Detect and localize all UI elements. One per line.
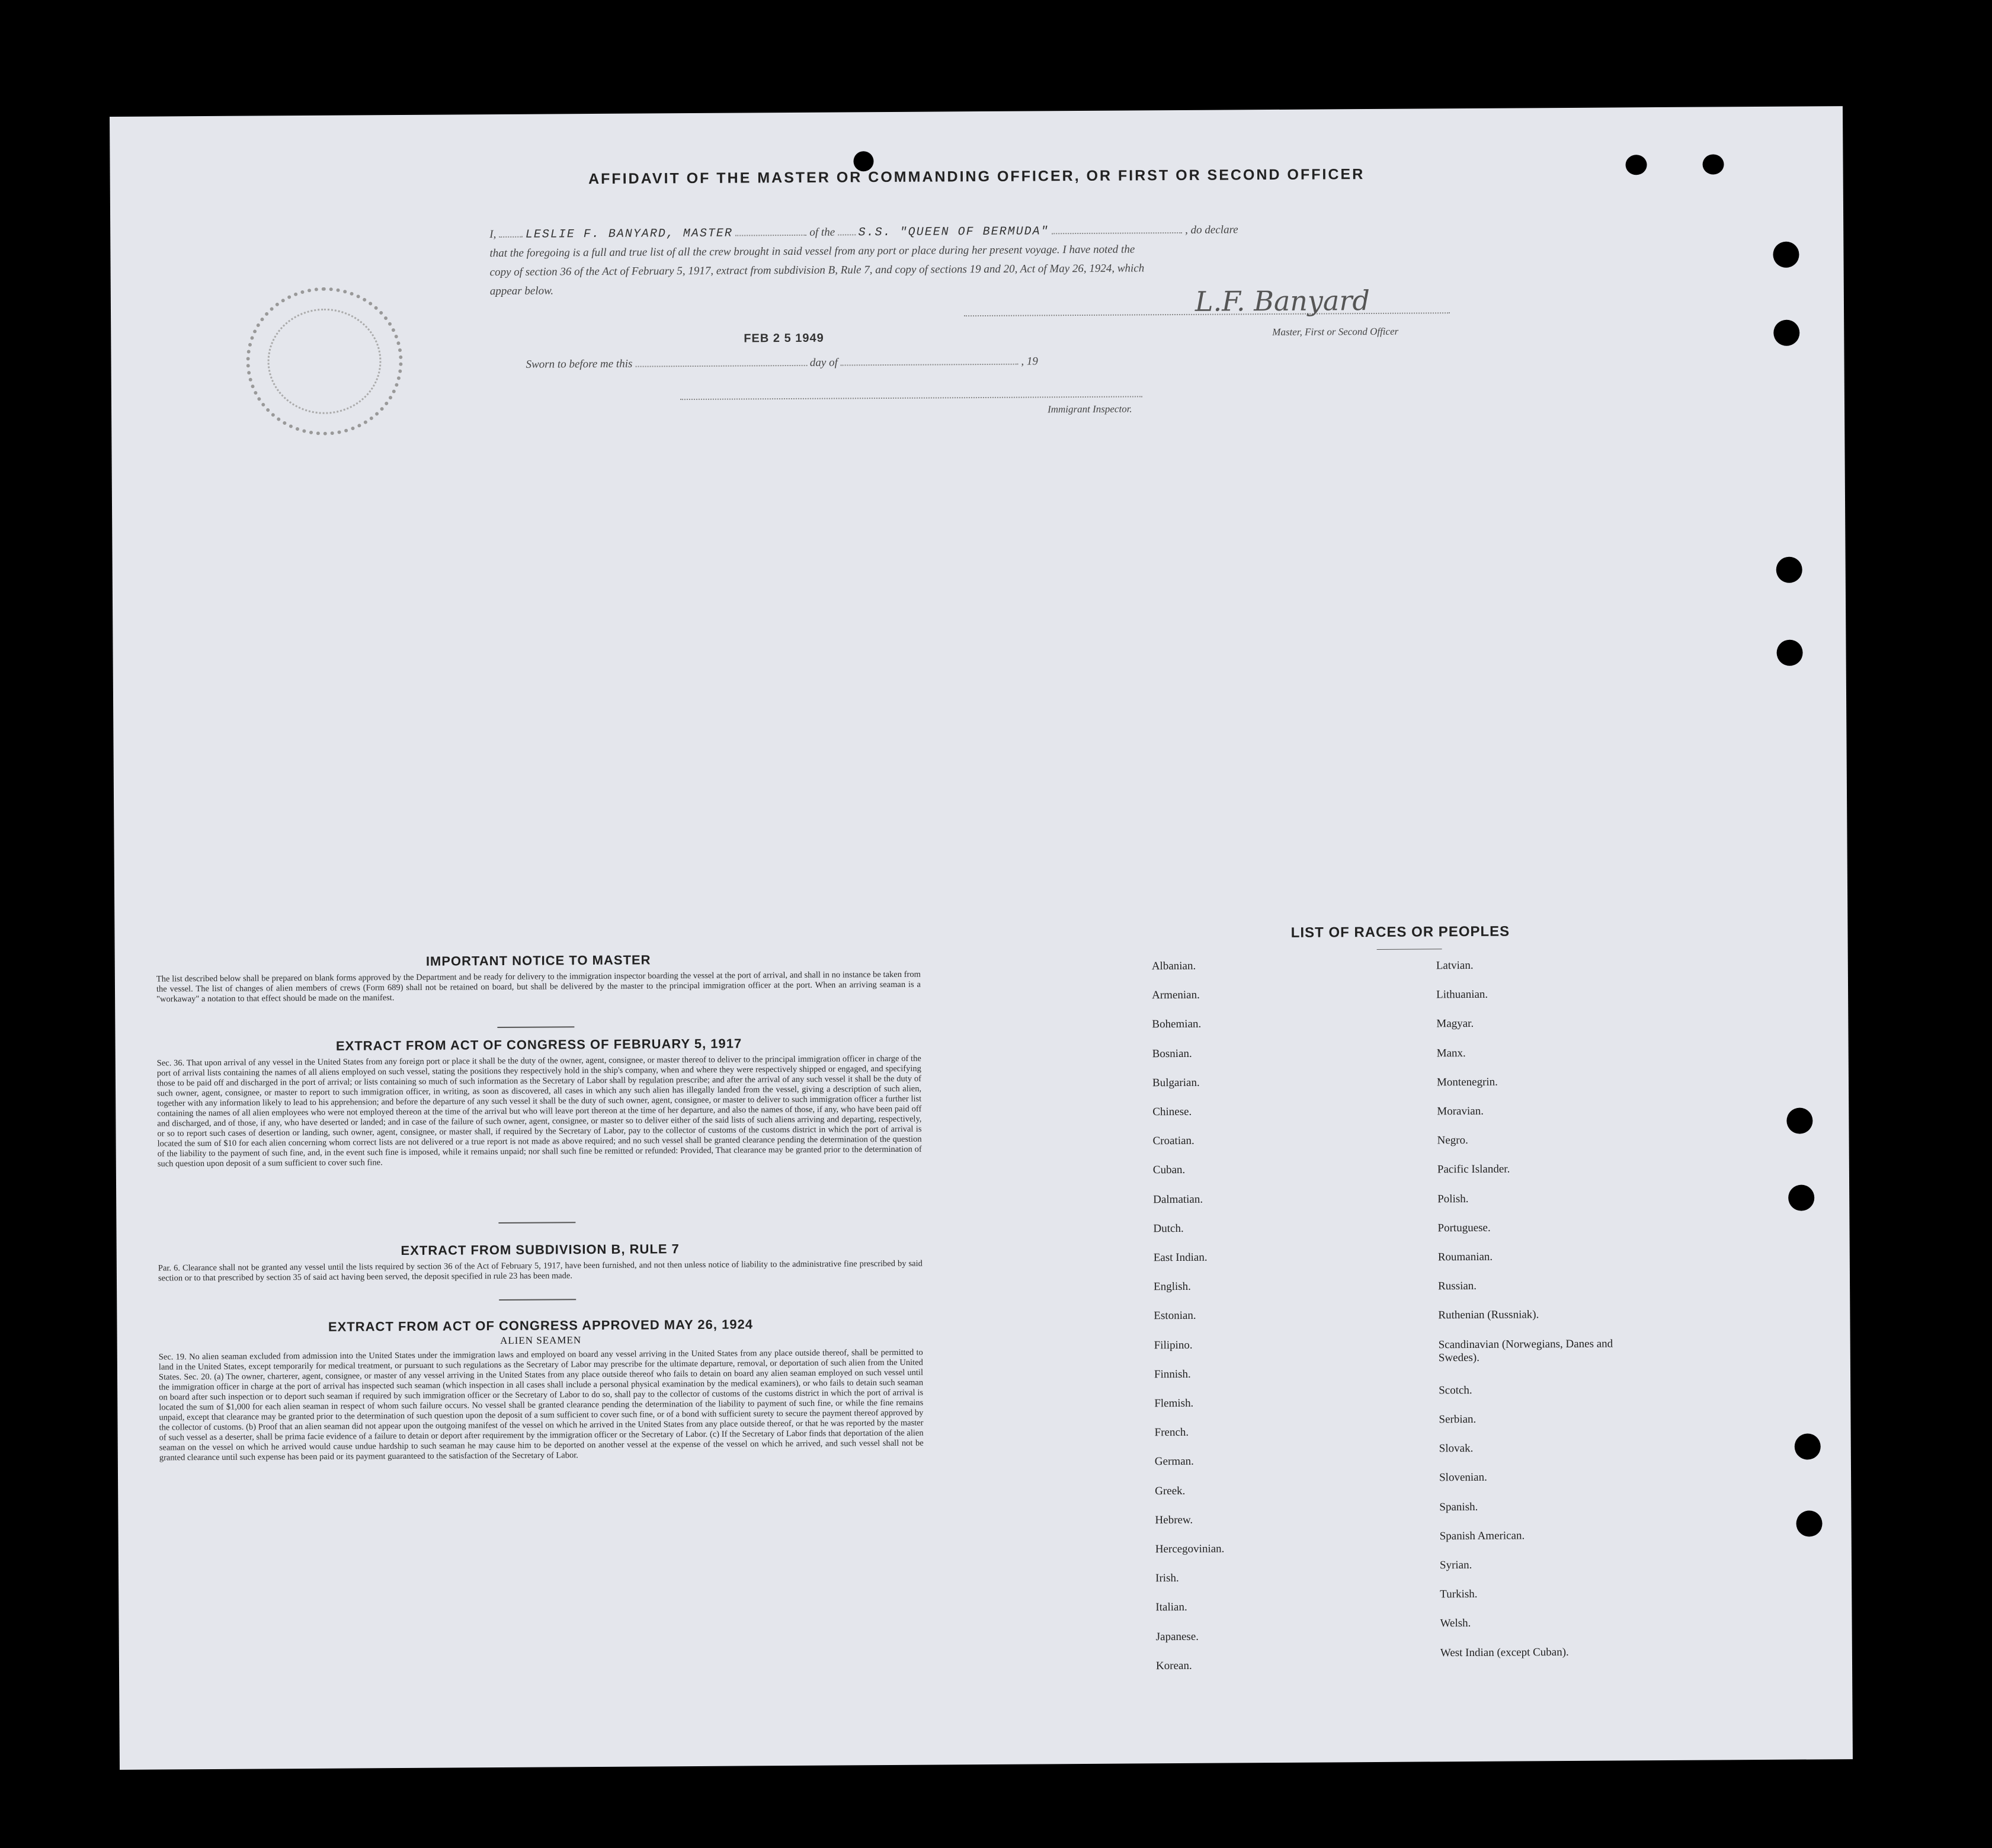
punch-hole bbox=[1776, 640, 1802, 666]
race-item: East Indian. bbox=[1153, 1251, 1208, 1264]
declaration-line bbox=[489, 222, 1550, 242]
divider bbox=[497, 1026, 574, 1028]
race-item: Magyar. bbox=[1436, 1017, 1474, 1030]
race-item: Dutch. bbox=[1153, 1222, 1184, 1235]
inspector-signature-line bbox=[680, 396, 1142, 400]
race-item: Ruthenian (Russniak). bbox=[1438, 1308, 1539, 1322]
race-item: Dalmatian. bbox=[1153, 1193, 1203, 1206]
races-heading: LIST OF RACES OR PEOPLES bbox=[1290, 923, 1510, 941]
race-item: Slovak. bbox=[1439, 1442, 1474, 1455]
race-item: Croatian. bbox=[1152, 1135, 1194, 1148]
race-item: Portuguese. bbox=[1437, 1221, 1491, 1235]
race-item: Pacific Islander. bbox=[1437, 1162, 1510, 1176]
race-item: Slovenian. bbox=[1439, 1471, 1487, 1484]
race-item: Manx. bbox=[1436, 1046, 1466, 1059]
race-item: Polish. bbox=[1437, 1192, 1469, 1205]
notice-text: The list described below shall be prepared on blank forms approved by the Department and be ready for delivery to the immigration inspector boarding the vessel at the port of arrival, and shall in no instance be taken from the vessel. The list of changes of alien members of crews (Form 689) shall not be retained on board, but shall be delivered by the master to the principal immigration officer at the port. When an arriving seaman is a "workaway" a notation to that effect should be made on the manifest. bbox=[156, 969, 921, 1004]
race-item: Cuban. bbox=[1152, 1164, 1186, 1177]
of-the-label: of the bbox=[809, 226, 835, 239]
race-item: Negro. bbox=[1437, 1134, 1468, 1147]
race-item: Turkish. bbox=[1440, 1588, 1478, 1601]
race-item: Lithuanian. bbox=[1436, 988, 1488, 1001]
race-item: Flemish. bbox=[1154, 1397, 1194, 1410]
race-item: Montenegrin. bbox=[1436, 1075, 1498, 1089]
race-item: Japanese. bbox=[1155, 1630, 1199, 1643]
race-item: Armenian. bbox=[1152, 988, 1200, 1002]
race-item: Greek. bbox=[1155, 1484, 1186, 1497]
race-item: Hercegovinian. bbox=[1155, 1542, 1225, 1556]
inspector-label: Immigrant Inspector. bbox=[1047, 403, 1132, 415]
race-item: Italian. bbox=[1155, 1601, 1187, 1614]
punch-hole bbox=[1788, 1184, 1814, 1210]
divider bbox=[498, 1222, 575, 1224]
race-item: English. bbox=[1154, 1280, 1191, 1293]
notice-heading: IMPORTANT NOTICE TO MASTER bbox=[425, 952, 651, 969]
divider bbox=[1377, 949, 1442, 950]
race-item: Irish. bbox=[1155, 1572, 1179, 1585]
race-item: German. bbox=[1154, 1455, 1194, 1468]
punch-hole bbox=[1796, 1510, 1822, 1536]
divider bbox=[499, 1299, 576, 1301]
sworn-label: Sworn to before me this bbox=[526, 357, 633, 371]
punch-hole bbox=[1776, 557, 1802, 583]
race-item: Roumanian. bbox=[1437, 1250, 1493, 1264]
race-item: Spanish American. bbox=[1439, 1529, 1525, 1543]
race-item: Russian. bbox=[1438, 1280, 1477, 1293]
vessel-name: S.S. "QUEEN OF BERMUDA" bbox=[858, 225, 1049, 240]
extract-rule7-heading: EXTRACT FROM SUBDIVISION B, RULE 7 bbox=[401, 1241, 680, 1258]
extract-1924-text: Sec. 19. No alien seaman excluded from admission into the United States under the immigration laws and employed on board any vessel arriving in the United States from any place outside thereof, shall be permitted to land in the United States, except temporarily for medical treatment, or pursuant to such regulations as the Secretary of Labor may prescribe for the ultimate departure, removal, or deportation of such alien from the United States. Sec. 20. (a) The owner, charterer, agent, consignee, or master of any vessel arriving in the United States from any place outside thereof who fails to detain on board any alien seaman employed on such vessel until the immigration officer in charge at the port of arrival has inspected such seaman (which inspection in all cases shall include a personal physical examination by the medical examiners), or who fails to detain such seaman on board after such inspection or to deport such seaman if required by such immigration officer or the Secretary of Labor to do so, shall pay to the collector of customs of the customs district in which the port of arrival is located the sum of $1,000 for each alien seaman in respect of whom such failure occurs. No vessel shall be granted clearance pending the determination of the liability to payment of such fine, or while the fine remains unpaid, except that clearance may be granted prior to the determination of such question upon the deposit of a sum sufficient to cover such fine, or of a bond with sufficient surety to secure the payment thereof approved by the collector of customs. (b) Proof that an alien seaman did not appear upon the outgoing manifest of the vessel on which he arrived in the United States from any place outside thereof, or that he was reported by the master of such vessel as a deserter, shall be prima facie evidence of a failure to detain or deport after requirement by the immigration officer or the Secretary of Labor. (c) If the Secretary of Labor finds that deportation of the alien seaman on the vessel on which he arrived would cause undue hardship to such seaman he may cause him to be deported on another vessel at the expense of the vessel on which he arrived, and such vessel shall not be granted clearance until such expense has been paid or its payment guaranteed to the satisfaction of the Secretary of Labor. bbox=[158, 1347, 924, 1463]
do-declare-label: , do declare bbox=[1185, 223, 1238, 236]
race-item: Hebrew. bbox=[1155, 1513, 1193, 1527]
race-item: West Indian (except Cuban). bbox=[1440, 1645, 1569, 1659]
extract-1924-subheading: ALIEN SEAMEN bbox=[499, 1334, 582, 1347]
declaration-line-3: copy of section 36 of the Act of February 5, 1917, extract from subdivision B, Rule 7, and copy of sections 19 and 20, Act of May 26, 1924, which bbox=[489, 262, 1145, 279]
race-item: Welsh. bbox=[1440, 1617, 1471, 1630]
race-item: Bosnian. bbox=[1152, 1047, 1192, 1060]
race-item: Scotch. bbox=[1439, 1383, 1472, 1397]
punch-hole bbox=[1795, 1433, 1821, 1459]
year-label: , 19 bbox=[1021, 355, 1038, 368]
declaration-line-4: appear below. bbox=[489, 284, 554, 298]
race-item: Scandinavian (Norwegians, Danes and Swedes). bbox=[1438, 1337, 1613, 1364]
race-item: Estonian. bbox=[1154, 1309, 1196, 1322]
race-item: Albanian. bbox=[1151, 959, 1196, 973]
race-item: Bulgarian. bbox=[1152, 1076, 1200, 1090]
race-item: Latvian. bbox=[1436, 959, 1474, 972]
declaration-line-2: that the foregoing is a full and true list of all the crew brought in said vessel from any port or place during her present voyage. I have noted the bbox=[489, 243, 1135, 260]
official-seal-icon bbox=[246, 287, 403, 436]
race-item: Serbian. bbox=[1439, 1413, 1477, 1426]
day-of-label: day of bbox=[809, 356, 838, 369]
punch-hole bbox=[1773, 242, 1799, 268]
sworn-line bbox=[526, 354, 1142, 371]
race-item: Korean. bbox=[1155, 1659, 1192, 1673]
master-label: Master, First or Second Officer bbox=[1272, 325, 1399, 338]
race-item: Spanish. bbox=[1439, 1500, 1478, 1513]
document-page bbox=[110, 106, 1853, 1770]
race-item: Syrian. bbox=[1439, 1559, 1472, 1572]
sworn-date-stamp: FEB 2 5 1949 bbox=[744, 331, 824, 345]
master-signature: L.F. Banyard bbox=[1194, 284, 1370, 318]
punch-hole bbox=[1773, 320, 1799, 346]
extract-1917-heading: EXTRACT FROM ACT OF CONGRESS OF FEBRUARY 5, 1917 bbox=[335, 1036, 742, 1053]
race-item: French. bbox=[1154, 1426, 1189, 1439]
i-label: I, bbox=[489, 228, 497, 241]
extract-1924-heading: EXTRACT FROM ACT OF CONGRESS APPROVED MAY 26, 1924 bbox=[328, 1317, 754, 1334]
extract-rule7-text: Par. 6. Clearance shall not be granted any vessel until the lists required by section 36 of the Act of February 5, 1917, have been furnished, and not then unless notice of liability to the administrative fine prescribed by said section or to that prescribed by section 35 of said act having been served, the deposit specified in rule 23 has been made. bbox=[158, 1258, 923, 1283]
extract-1917-text: Sec. 36. That upon arrival of any vessel in the United States from any foreign port or place it shall be the duty of the owner, agent, consignee, or master thereof to deliver to the principal immigration officer in charge of the port of arrival lists containing the names of all aliens employed on such vessel, stating the positions they respectively hold in the ship's company, when and where they were respectively shipped or engaged, and specifying those to be paid off and discharged in the port of arrival; or lists containing so much of such information as the Secretary of Labor shall by regulation prescribe; and after the arrival of any such vessel it shall be the duty of such owner, agent, consignee, or master to report to such immigration officer, in writing, as soon as discovered, all cases in which any such alien has illegally landed from the vessel, giving a description of such alien, together with any information likely to lead to his apprehension; and before the departure of any such vessel it shall be the duty of such owner, agent, consignee, or master to deliver to such immigration officer a further list containing the names of all alien employees who were not employed thereon at the time of the arrival but who will leave port thereon at the time of her departure, and also the names of those, if any, who have been paid off and discharged, and of those, if any, who have deserted or landed; and in case of the failure of such owner, agent, consignee, or master so to deliver either of the said lists of such aliens arriving and departing, respectively, or so to report such cases of desertion or landing, such owner, agent, consignee, or master shall, if required by the Secretary of Labor, pay to the collector of customs of the customs district in which the port of arrival is located the sum of $10 for each alien concerning whom correct lists are not delivered or a true report is not made as above required; and no such vessel shall be granted clearance pending the determination of the question of the liability to the payment of such fine, and, in the event such fine is imposed, while it remains unpaid; nor shall such fine be remitted or refunded: Provided, That clearance may be granted prior to the determination of such question upon deposit of a sum sufficient to cover such fine. bbox=[156, 1053, 922, 1169]
punch-hole bbox=[1786, 1107, 1812, 1133]
race-item: Finnish. bbox=[1154, 1367, 1191, 1381]
race-item: Filipino. bbox=[1154, 1338, 1193, 1351]
race-item: Moravian. bbox=[1437, 1104, 1484, 1118]
affidavit-title: AFFIDAVIT OF THE MASTER OR COMMANDING OFFICER, OR FIRST OR SECOND OFFICER bbox=[588, 166, 1365, 188]
master-name: LESLIE F. BANYARD, MASTER bbox=[525, 226, 733, 242]
race-item: Chinese. bbox=[1152, 1105, 1192, 1119]
race-item: Bohemian. bbox=[1152, 1018, 1202, 1031]
